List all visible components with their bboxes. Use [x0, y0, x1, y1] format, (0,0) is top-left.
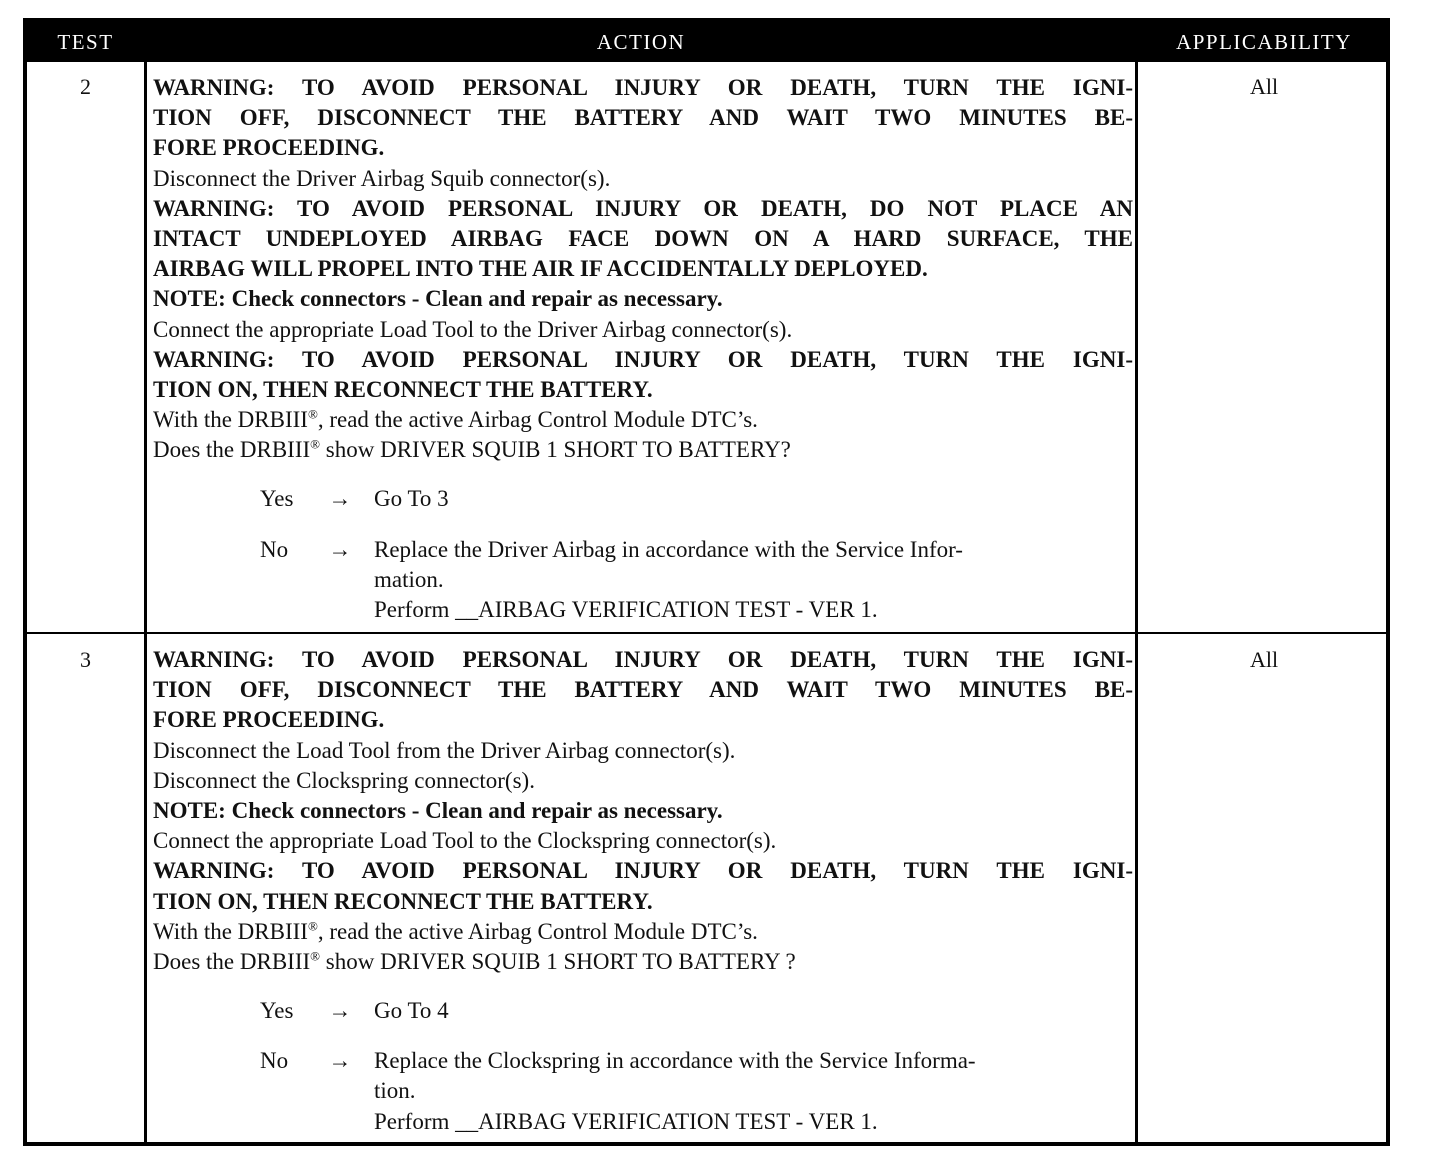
instruction-line: Disconnect the Driver Airbag Squib connector(s).: [153, 165, 611, 191]
arrow-icon: →: [328, 536, 352, 562]
arrow-icon: →: [328, 1048, 352, 1074]
diagnostic-test-table: [23, 18, 1390, 1146]
result-option-yes: [153, 484, 1133, 514]
result-line: Go To 4: [374, 998, 449, 1024]
warning-line: TION ON, THEN RECONNECT THE BATTERY.: [153, 888, 653, 914]
result-option-yes: [153, 996, 1133, 1026]
warning-line: WARNING: TO AVOID PERSONAL INJURY OR DEATH, TURN THE IGNI-: [153, 75, 1133, 100]
column-divider-test: [144, 62, 147, 1142]
instruction-line: Disconnect the Clockspring connector(s).: [153, 767, 535, 793]
header-test: TEST: [57, 30, 114, 54]
arrow-icon: →: [328, 998, 352, 1024]
header-action: ACTION: [596, 30, 686, 54]
instruction-line: Does the DRBIII® show DRIVER SQUIB 1 SHORT TO BATTERY ?: [153, 948, 796, 974]
instruction-line: Does the DRBIII® show DRIVER SQUIB 1 SHORT TO BATTERY?: [153, 436, 791, 463]
option-label: Yes: [260, 486, 294, 512]
result-line: tion.: [374, 1078, 416, 1104]
option-result: [374, 1046, 1132, 1137]
warning-line: TION OFF, DISCONNECT THE BATTERY AND WAIT TWO MINUTES BE-: [153, 105, 1133, 131]
table-header: [27, 22, 1386, 62]
result-line: Perform __AIRBAG VERIFICATION TEST - VER 1.: [374, 597, 878, 622]
test-number: 2: [80, 74, 91, 99]
warning-line: WARNING: TO AVOID PERSONAL INJURY OR DEATH, TURN THE IGNI-: [153, 858, 1133, 884]
warning-line: FORE PROCEEDING.: [153, 707, 385, 733]
result-line: Go To 3: [374, 486, 449, 512]
warning-line: INTACT UNDEPLOYED AIRBAG FACE DOWN ON A HARD SURFACE, THE: [153, 225, 1133, 251]
result-line: Perform __AIRBAG VERIFICATION TEST - VER 1.: [374, 1108, 878, 1134]
result-option-no: [153, 535, 1133, 626]
instruction-line: Disconnect the Load Tool from the Driver Airbag connector(s).: [153, 737, 736, 763]
applicability-value: All: [1249, 74, 1279, 99]
header-applicability: APPLICABILITY: [1176, 30, 1352, 54]
result-line: Replace the Driver Airbag in accordance with the Service Infor-: [374, 536, 963, 562]
arrow-icon: →: [328, 486, 352, 512]
instruction-line: With the DRBIII®, read the active Airbag Control Module DTC’s.: [153, 918, 758, 944]
warning-line: AIRBAG WILL PROPEL INTO THE AIR IF ACCIDENTALLY DEPLOYED.: [153, 256, 928, 282]
test-number: 3: [80, 647, 91, 672]
instruction-line: Connect the appropriate Load Tool to the Clockspring connector(s).: [153, 828, 777, 854]
instruction-line: With the DRBIII®, read the active Airbag Control Module DTC’s.: [153, 406, 758, 433]
column-divider-action: [1135, 62, 1138, 1142]
warning-line: WARNING: TO AVOID PERSONAL INJURY OR DEATH, DO NOT PLACE AN: [153, 195, 1133, 221]
row-divider: [27, 632, 1386, 634]
warning-line: TION ON, THEN RECONNECT THE BATTERY.: [153, 376, 653, 402]
option-label: No: [260, 536, 289, 562]
instruction-line: Connect the appropriate Load Tool to the Driver Airbag connector(s).: [153, 316, 793, 342]
action-cell: [153, 645, 1133, 1137]
option-label: Yes: [260, 998, 294, 1024]
applicability-value: All: [1249, 647, 1279, 672]
warning-line: WARNING: TO AVOID PERSONAL INJURY OR DEATH, TURN THE IGNI-: [153, 647, 1133, 672]
warning-line: WARNING: TO AVOID PERSONAL INJURY OR DEATH, TURN THE IGNI-: [153, 346, 1133, 372]
warning-line: TION OFF, DISCONNECT THE BATTERY AND WAIT TWO MINUTES BE-: [153, 677, 1133, 703]
option-label: No: [260, 1048, 289, 1074]
action-cell: [153, 73, 1133, 625]
result-option-no: [153, 1046, 1133, 1137]
result-line: mation.: [374, 566, 444, 592]
warning-line: NOTE: Check connectors - Clean and repair as necessary.: [153, 797, 723, 823]
warning-line: FORE PROCEEDING.: [153, 135, 385, 161]
warning-line: NOTE: Check connectors - Clean and repair as necessary.: [153, 286, 723, 312]
option-result: [374, 484, 1132, 514]
result-line: Replace the Clockspring in accordance with the Service Informa-: [374, 1048, 976, 1074]
option-result: [374, 535, 1132, 626]
option-result: [374, 996, 1132, 1026]
